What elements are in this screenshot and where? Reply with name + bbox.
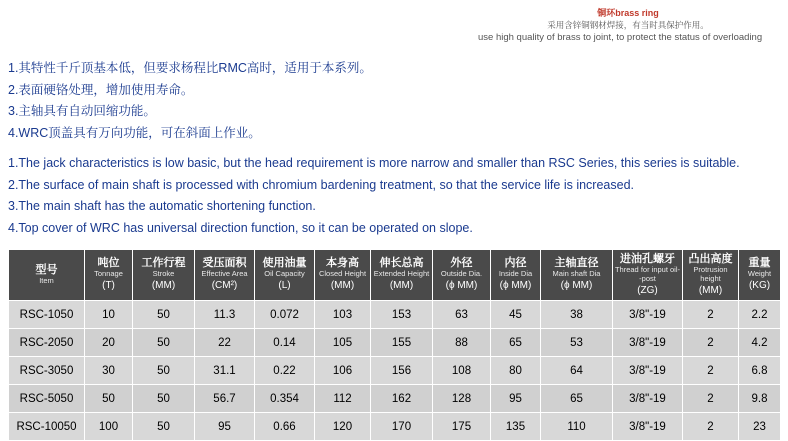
th-closed-height-unit: (MM) bbox=[330, 280, 355, 292]
cell-thread-oil-port: 3/8"-19 bbox=[613, 385, 683, 413]
th-inside-dia-cn: 内径 bbox=[504, 257, 527, 270]
feature-cn-3: 3.主轴具有自动回缩功能。 bbox=[8, 104, 156, 118]
th-inside-dia bbox=[491, 250, 541, 301]
cell-main-shaft-dia: 38 bbox=[541, 301, 613, 329]
feature-en-4: 4.Top cover of WRC has universal direction function, so it can be operated on slope. bbox=[8, 220, 473, 235]
cell-outside-dia: 63 bbox=[433, 301, 491, 329]
th-closed-height-en: Closed Height bbox=[318, 269, 367, 279]
table-row bbox=[9, 301, 781, 329]
cell-inside-dia: 135 bbox=[491, 413, 541, 441]
th-oil-capacity-unit: (L) bbox=[278, 280, 291, 292]
cell-protrusion-height: 2 bbox=[683, 385, 739, 413]
th-main-shaft-dia-cn: 主轴直径 bbox=[554, 257, 599, 270]
cell-protrusion-height: 2 bbox=[683, 301, 739, 329]
th-protrusion-height-en: Protrusion height bbox=[693, 264, 728, 283]
cell-effective-area: 11.3 bbox=[195, 301, 255, 329]
feature-spacer bbox=[8, 144, 768, 153]
th-thread-oil-port bbox=[613, 250, 683, 301]
cell-extended-height: 156 bbox=[371, 357, 433, 385]
cell-item: RSC-2050 bbox=[9, 329, 85, 357]
th-outside-dia-en: Outside Dia. bbox=[440, 269, 483, 279]
cell-effective-area: 31.1 bbox=[195, 357, 255, 385]
cell-item: RSC-1050 bbox=[9, 301, 85, 329]
cell-tonnage: 10 bbox=[85, 301, 133, 329]
th-outside-dia-cn: 外径 bbox=[450, 257, 473, 270]
cell-inside-dia: 80 bbox=[491, 357, 541, 385]
th-tonnage bbox=[85, 250, 133, 301]
th-item-cn: 型号 bbox=[35, 263, 58, 276]
th-oil-capacity-en: Oil Capacity bbox=[264, 269, 305, 279]
cell-extended-height: 153 bbox=[371, 301, 433, 329]
th-extended-height-unit: (MM) bbox=[389, 280, 414, 292]
cell-stroke: 50 bbox=[133, 357, 195, 385]
th-outside-dia-unit: (ϕ MM) bbox=[445, 280, 478, 292]
cell-oil-capacity: 0.14 bbox=[255, 329, 315, 357]
cell-main-shaft-dia: 65 bbox=[541, 385, 613, 413]
feature-cn-4: 4.WRC顶盖具有万向功能，可在斜面上作业。 bbox=[8, 125, 261, 140]
th-extended-height bbox=[371, 250, 433, 301]
feature-en-3: 3.The main shaft has the automatic shortening function. bbox=[8, 199, 316, 213]
cell-oil-capacity: 0.22 bbox=[255, 357, 315, 385]
cell-tonnage: 100 bbox=[85, 413, 133, 441]
cell-main-shaft-dia: 53 bbox=[541, 329, 613, 357]
th-closed-height bbox=[315, 250, 371, 301]
cell-extended-height: 155 bbox=[371, 329, 433, 357]
cell-outside-dia: 175 bbox=[433, 413, 491, 441]
feature-en-1: 1.The jack characteristics is low basic, but the head requirement is more narrow and smaller than RSC Series, this series is suitable. bbox=[8, 156, 740, 170]
cell-item: RSC-3050 bbox=[9, 357, 85, 385]
cell-inside-dia: 95 bbox=[491, 385, 541, 413]
th-main-shaft-dia-en: Main shaft Dia bbox=[552, 269, 601, 279]
cell-thread-oil-port: 3/8"-19 bbox=[613, 413, 683, 441]
cell-stroke: 50 bbox=[133, 385, 195, 413]
table-row bbox=[9, 413, 781, 441]
table-header-row bbox=[9, 250, 781, 301]
table-row bbox=[9, 385, 781, 413]
feature-cn-2: 2.表面硬铬处理，增加使用寿命。 bbox=[8, 82, 194, 97]
th-protrusion-height bbox=[683, 250, 739, 301]
feature-list bbox=[8, 58, 768, 239]
cell-protrusion-height: 2 bbox=[683, 329, 739, 357]
th-stroke-en: Stroke bbox=[152, 269, 175, 279]
th-effective-area-cn: 受压面积 bbox=[202, 257, 247, 270]
table-row bbox=[9, 329, 781, 357]
spec-table bbox=[8, 249, 781, 441]
cell-outside-dia: 88 bbox=[433, 329, 491, 357]
cell-protrusion-height: 2 bbox=[683, 413, 739, 441]
cell-tonnage: 50 bbox=[85, 385, 133, 413]
th-protrusion-height-unit: (MM) bbox=[698, 284, 723, 296]
cell-effective-area: 56.7 bbox=[195, 385, 255, 413]
th-item-en: Item bbox=[39, 275, 54, 285]
brass-ring-note bbox=[478, 8, 778, 45]
th-tonnage-en: Tonnage bbox=[94, 269, 123, 279]
th-stroke bbox=[133, 250, 195, 301]
cell-item: RSC-5050 bbox=[9, 385, 85, 413]
cell-oil-capacity: 0.354 bbox=[255, 385, 315, 413]
cell-main-shaft-dia: 64 bbox=[541, 357, 613, 385]
th-tonnage-cn: 吨位 bbox=[97, 257, 120, 270]
th-effective-area-unit: (CM²) bbox=[211, 280, 238, 292]
cell-thread-oil-port: 3/8"-19 bbox=[613, 357, 683, 385]
spec-table-container bbox=[8, 249, 780, 441]
feature-cn-1: 1.其特性千斤顶基本低，但要求杨程比RMC高时，适用于本系列。 bbox=[8, 61, 372, 75]
brass-ring-note-en: use high quality of brass to joint, to protect the status of overloading bbox=[478, 32, 763, 44]
cell-effective-area: 22 bbox=[195, 329, 255, 357]
feature-en-2: 2.The surface of main shaft is processed with chromium bardening treatment, so that the service life is increased. bbox=[8, 177, 634, 192]
cell-stroke: 50 bbox=[133, 413, 195, 441]
th-protrusion-height-cn: 凸出高度 bbox=[688, 253, 733, 265]
cell-weight: 6.8 bbox=[739, 357, 781, 385]
th-item bbox=[9, 250, 85, 301]
th-oil-capacity bbox=[255, 250, 315, 301]
th-weight-unit: (KG) bbox=[748, 280, 771, 292]
th-effective-area-en: Effective Area bbox=[201, 269, 248, 279]
cell-closed-height: 103 bbox=[315, 301, 371, 329]
cell-weight: 2.2 bbox=[739, 301, 781, 329]
cell-inside-dia: 45 bbox=[491, 301, 541, 329]
th-thread-oil-port-unit: (ZG) bbox=[637, 284, 658, 296]
th-extended-height-en: Extended Height bbox=[373, 269, 430, 279]
cell-closed-height: 106 bbox=[315, 357, 371, 385]
th-weight-en: Weight bbox=[747, 269, 772, 279]
cell-weight: 9.8 bbox=[739, 385, 781, 413]
cell-stroke: 50 bbox=[133, 301, 195, 329]
cell-extended-height: 170 bbox=[371, 413, 433, 441]
cell-item: RSC-10050 bbox=[9, 413, 85, 441]
cell-outside-dia: 128 bbox=[433, 385, 491, 413]
th-tonnage-unit: (T) bbox=[102, 280, 115, 292]
cell-oil-capacity: 0.66 bbox=[255, 413, 315, 441]
th-weight bbox=[739, 250, 781, 301]
cell-inside-dia: 65 bbox=[491, 329, 541, 357]
th-thread-oil-port-cn: 进油孔螺牙 bbox=[620, 253, 675, 265]
th-outside-dia bbox=[433, 250, 491, 301]
cell-stroke: 50 bbox=[133, 329, 195, 357]
cell-effective-area: 95 bbox=[195, 413, 255, 441]
brass-ring-title: 铜环brass ring bbox=[597, 8, 659, 18]
th-thread-oil-port-en: Thread for input oil--post bbox=[614, 264, 681, 283]
cell-tonnage: 30 bbox=[85, 357, 133, 385]
cell-weight: 23 bbox=[739, 413, 781, 441]
th-inside-dia-unit: (ϕ MM) bbox=[499, 280, 532, 292]
table-row bbox=[9, 357, 781, 385]
th-effective-area bbox=[195, 250, 255, 301]
cell-thread-oil-port: 3/8"-19 bbox=[613, 301, 683, 329]
th-main-shaft-dia-unit: (ϕ MM) bbox=[560, 280, 593, 292]
cell-weight: 4.2 bbox=[739, 329, 781, 357]
brass-ring-note-cn: 采用含锌铜钢材焊接，有当时具保护作用。 bbox=[547, 19, 709, 30]
cell-outside-dia: 108 bbox=[433, 357, 491, 385]
cell-tonnage: 20 bbox=[85, 329, 133, 357]
cell-closed-height: 105 bbox=[315, 329, 371, 357]
th-stroke-unit: (MM) bbox=[151, 280, 176, 292]
cell-extended-height: 162 bbox=[371, 385, 433, 413]
th-main-shaft-dia bbox=[541, 250, 613, 301]
cell-main-shaft-dia: 110 bbox=[541, 413, 613, 441]
th-extended-height-cn: 伸长总高 bbox=[379, 257, 424, 270]
cell-closed-height: 120 bbox=[315, 413, 371, 441]
th-closed-height-cn: 本身高 bbox=[326, 257, 359, 270]
cell-thread-oil-port: 3/8"-19 bbox=[613, 329, 683, 357]
th-inside-dia-en: Inside Dia bbox=[498, 269, 533, 279]
th-weight-cn: 重量 bbox=[748, 257, 771, 270]
th-stroke-cn: 工作行程 bbox=[141, 257, 186, 270]
cell-closed-height: 112 bbox=[315, 385, 371, 413]
cell-oil-capacity: 0.072 bbox=[255, 301, 315, 329]
cell-protrusion-height: 2 bbox=[683, 357, 739, 385]
th-oil-capacity-cn: 使用油量 bbox=[262, 257, 307, 270]
